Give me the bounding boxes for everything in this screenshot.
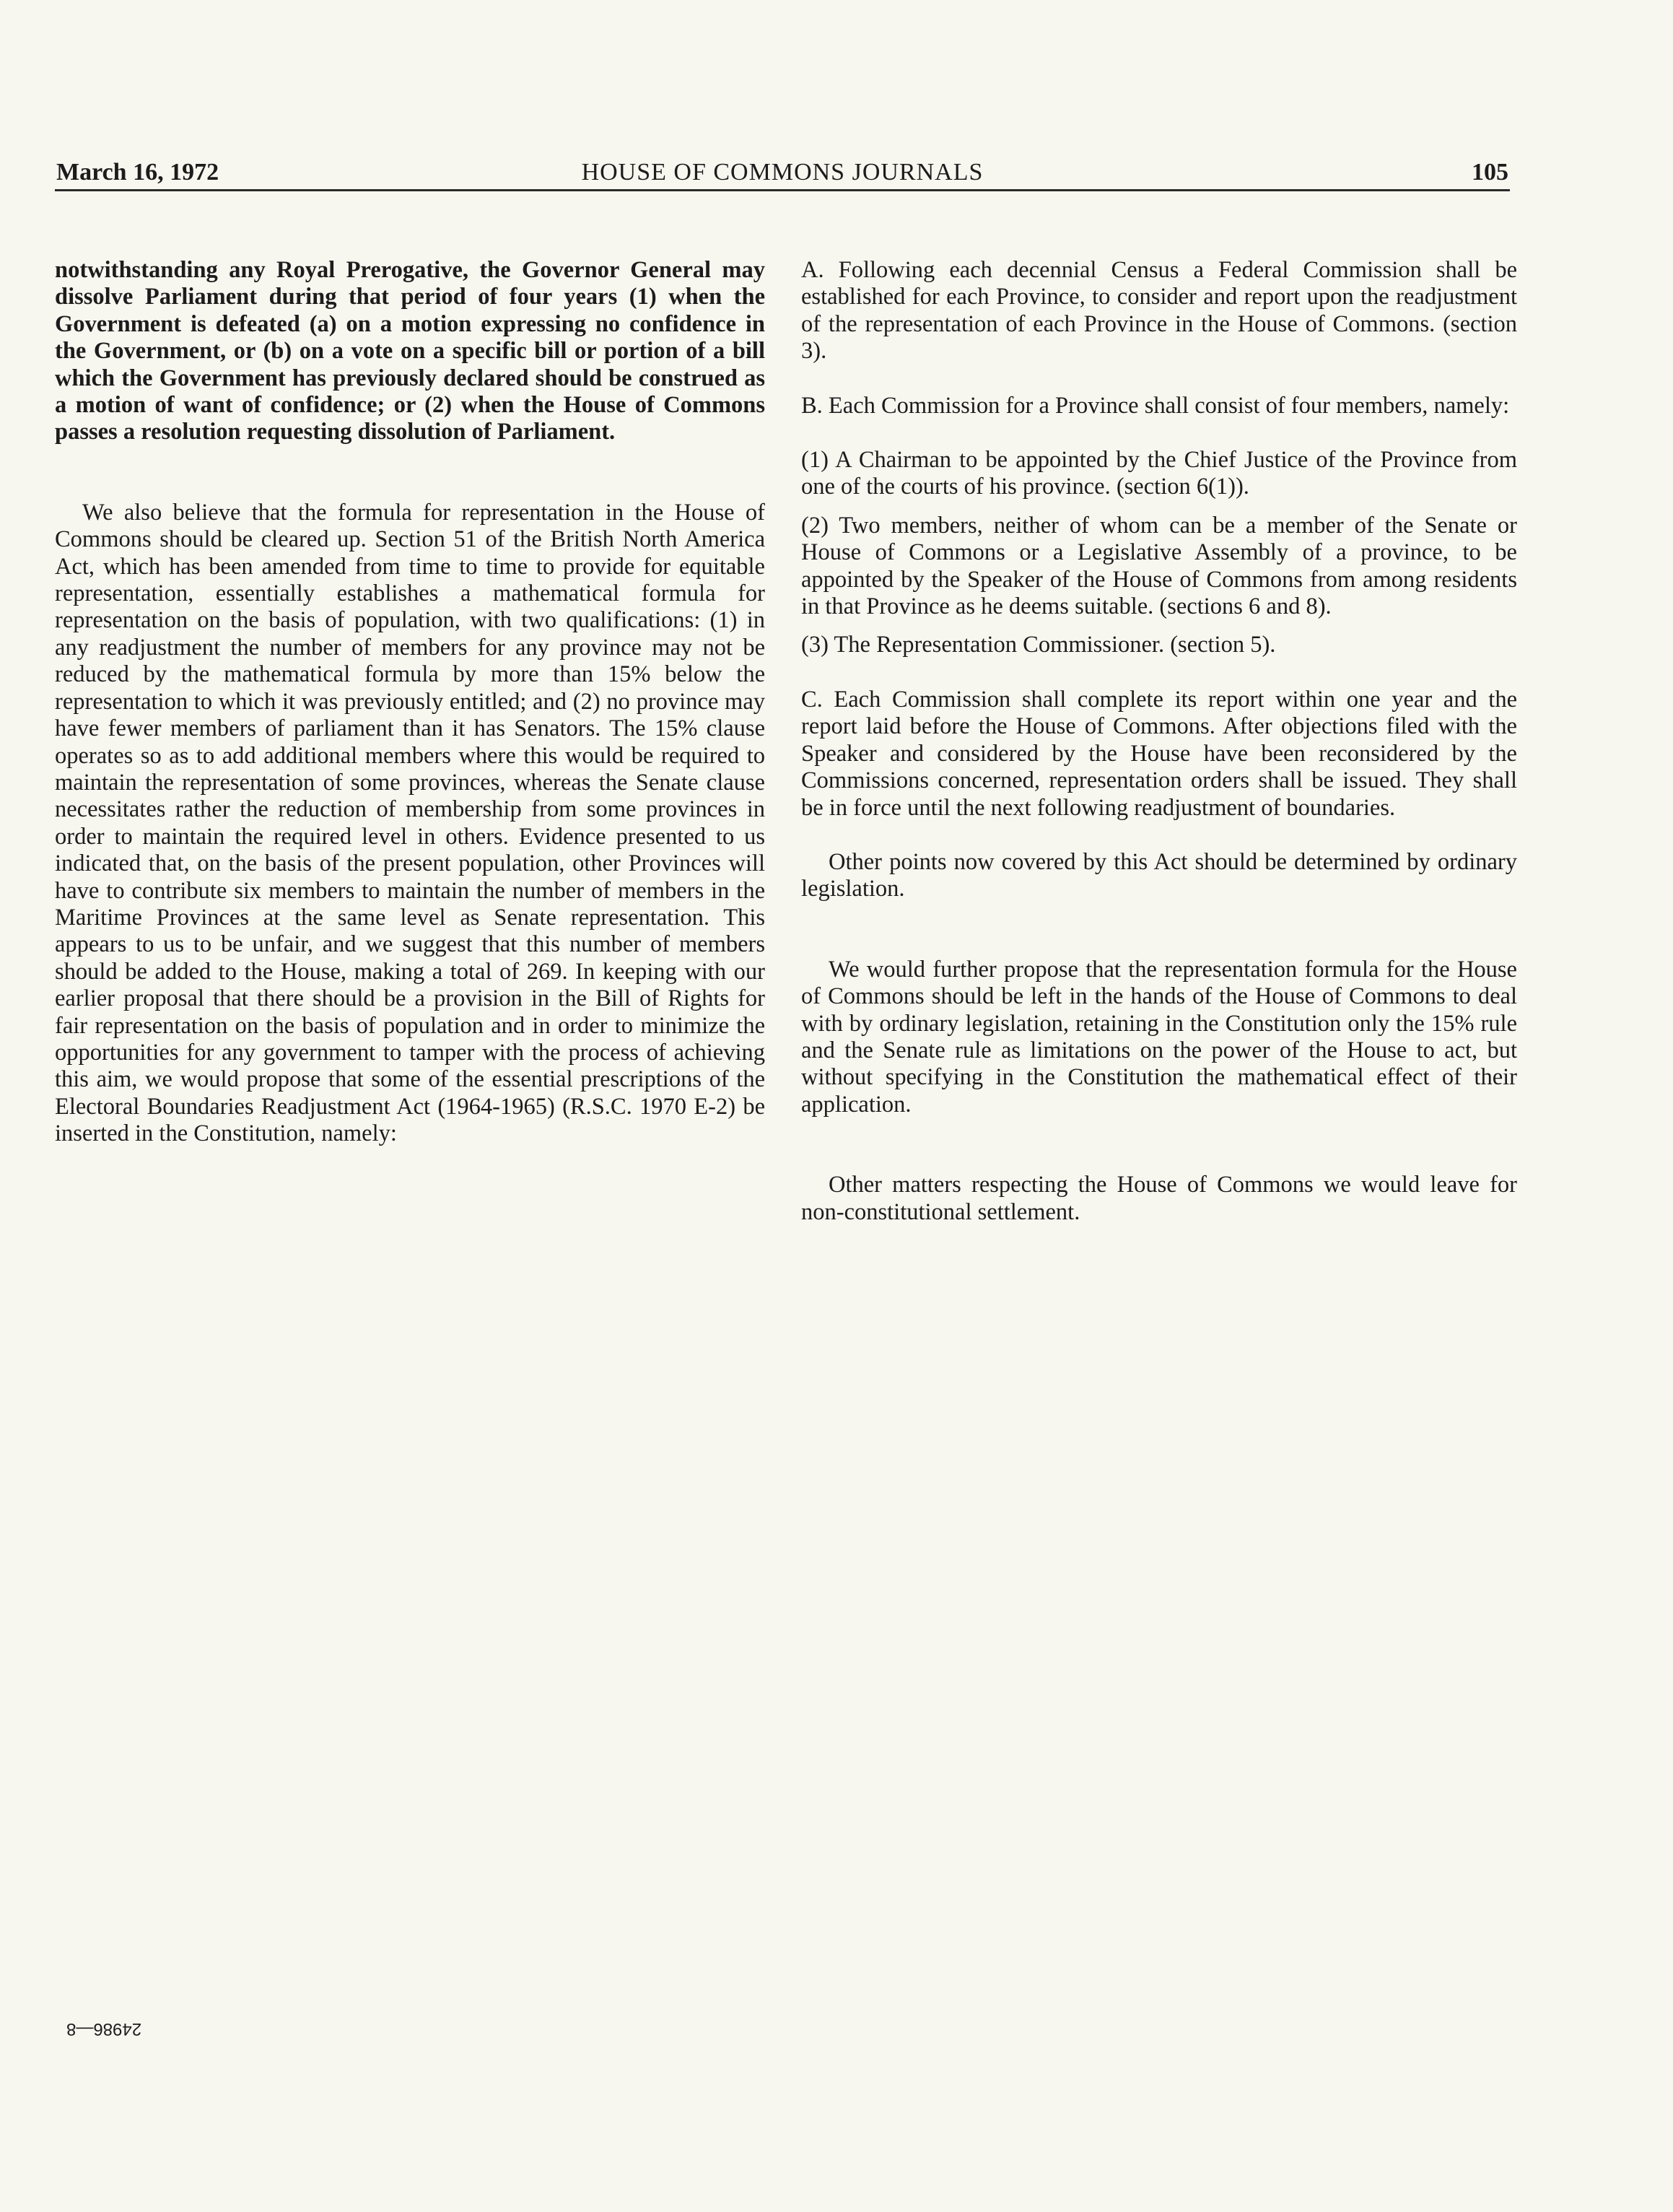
clause-c: C. Each Commission shall complete its report within one year and the report laid before the House of Commons. After objections filed with the Speaker and considered by the House have been reconsidered by the Commissions concerned, representation orders shall be issued. They shall be in force until the next following readjustment of boundaries. bbox=[801, 686, 1517, 821]
print-code: 24986—8 bbox=[66, 2019, 142, 2039]
right-column bbox=[801, 257, 1517, 1226]
page-header bbox=[55, 156, 1510, 191]
other-matters-paragraph: Other matters respecting the House of Commons we would leave for non-constitutional settlement. bbox=[801, 1172, 1517, 1225]
other-points-paragraph: Other points now covered by this Act should be determined by ordinary legislation. bbox=[801, 848, 1517, 902]
clause-b-item-3: (3) The Representation Commissioner. (section 5). bbox=[801, 632, 1276, 658]
representation-paragraph: We also believe that the formula for representation in the House of Commons should be cleared up. Section 51 of the British North America Act, which has been amended from time to time to provide for equitable representation, essentially establishes a mathematical formula for representation on the basis of population, with two qualifications: (1) in any readjustment the number of members for any province may not be reduced by the mathematical formula by more than 15% below the representation to which it was previously entitled; and (2) no province may have fewer members of parliament than it has Senators. The 15% clause operates so as to add additional members where this would be required to maintain the representation of some provinces, whereas the Senate clause necessitates rather the reduction of membership from some provinces in order to maintain the required level in others. Evidence presented to us indicated that, on the basis of the present population, other Provinces will have to contribute six members to maintain the number of members in the Maritime Provinces at the same level as Senate representation. This appears to us to be unfair, and we suggest that this number of members should be added to the House, making a total of 269. In keeping with our earlier proposal that there should be a provision in the Bill of Rights for fair representation on the basis of population and in order to minimize the opportunities for any government to tamper with the process of achieving this aim, we would propose that some of the essential prescriptions of the Electoral Boundaries Readjustment Act (1964-1965) (R.S.C. 1970 E-2) be inserted in the Constitution, namely: bbox=[55, 499, 765, 1147]
further-proposal-paragraph: We would further propose that the representation formula for the House of Commons should be left in the hands of the House of Commons to deal with by ordinary legislation, retaining in the Constitution only the 15% rule and the Senate rule as limitations on the power of the House to act, but without specifying in the Constitution the mathematical effect of their application. bbox=[801, 956, 1517, 1118]
page-number: 105 bbox=[1472, 159, 1508, 186]
clause-b-item-1: (1) A Chairman to be appointed by the Chief Justice of the Province from one of the courts of his province. (section 6(1)). bbox=[801, 447, 1517, 500]
clause-b-item-2: (2) Two members, neither of whom can be a member of the Senate or House of Commons or a Legislative Assembly of a province, to be appointed by the Speaker of the House of Commons from among residents in that Province as he deems suitable. (sections 6 and 8). bbox=[801, 512, 1517, 620]
left-column bbox=[55, 257, 765, 1148]
header-date: March 16, 1972 bbox=[56, 159, 219, 186]
journal-title: HOUSE OF COMMONS JOURNALS bbox=[581, 159, 984, 186]
clause-b: B. Each Commission for a Province shall consist of four members, namely: bbox=[801, 392, 1510, 419]
dissolution-paragraph: notwithstanding any Royal Prerogative, the Governor General may dissolve Parliament during that period of four years (1) when the Government is defeated (a) on a motion expressing no confidence in the Government, or (b) on a vote on a specific bill or portion of a bill which the Government has previously declared should be construed as a motion of want of confidence; or (2) when the House of Commons passes a resolution requesting dissolution of Parliament. bbox=[55, 257, 765, 445]
clause-a: A. Following each decennial Census a Federal Commission shall be established for each Province, to consider and report upon the readjustment of the representation of each Province in the House of Commons. (section 3). bbox=[801, 257, 1517, 365]
